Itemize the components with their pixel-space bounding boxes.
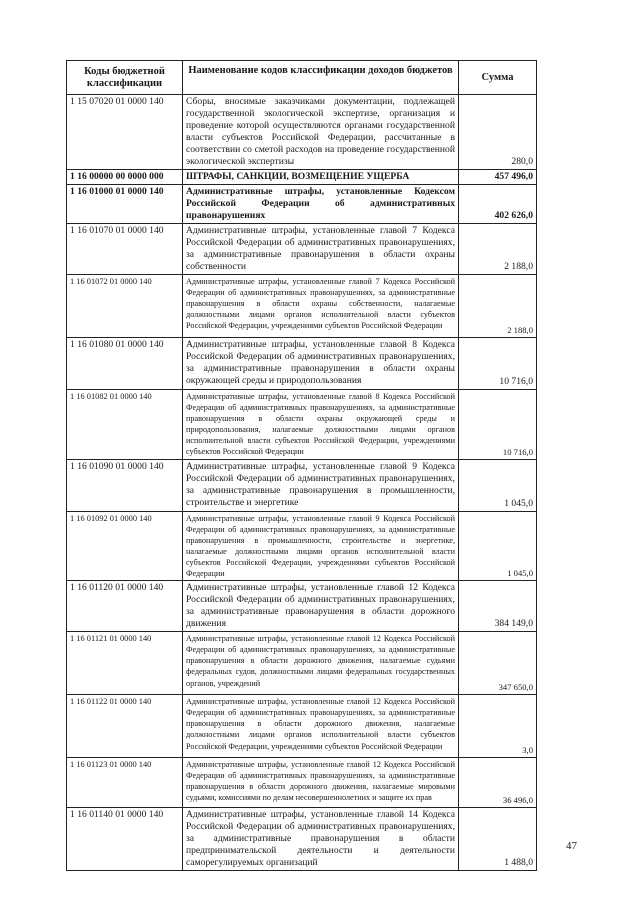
row-code: 1 16 01120 01 0000 140 (67, 581, 183, 632)
table-row (67, 275, 537, 338)
row-name: Административные штрафы, установленные главой 8 Кодекса Российской Федерации об административных правонарушениях, за административные правонарушения в области охраны окружающей среды и природопользования, налагаемые должностными лицами органов исполнительной власти субъектов Российской Федерации, учреждениями субъектов Российской Федерации (183, 390, 459, 460)
table-row (67, 695, 537, 758)
row-sum: 457 496,0 (459, 170, 537, 185)
budget-revenue-table (66, 60, 537, 871)
table-row (67, 224, 537, 275)
row-code: 1 16 01123 01 0000 140 (67, 758, 183, 808)
table-row (67, 95, 537, 170)
row-name: Административные штрафы, установленные главой 7 Кодекса Российской Федерации об административных правонарушениях, за административные правонарушения в области охраны собственности, налагаемые должностными лицами органов исполнительной власти субъектов Российской Федерации, учреждениями субъектов Российской Федерации (183, 275, 459, 338)
table-row (67, 170, 537, 185)
row-code: 1 16 01070 01 0000 140 (67, 224, 183, 275)
table-row (67, 511, 537, 581)
row-name: Административные штрафы, установленные Кодексом Российской Федерации об административных правонарушениях (183, 185, 459, 224)
table-header-row (67, 61, 537, 95)
table-row (67, 758, 537, 808)
header-code: Коды бюджетной классификации (67, 61, 183, 95)
row-code: 1 16 01000 01 0000 140 (67, 185, 183, 224)
row-sum: 10 716,0 (459, 338, 537, 390)
row-name: Административные штрафы, установленные главой 14 Кодекса Российской Федерации об административных правонарушениях, за административные правонарушения в области предпринимательской деятельности и деятельности саморегулируемых организаций (183, 808, 459, 871)
row-sum: 280,0 (459, 95, 537, 170)
row-name: Административные штрафы, установленные главой 12 Кодекса Российской Федерации об административных правонарушениях, за административные правонарушения в области дорожного движения, налагаемые должностными лицами органов исполнительной власти субъектов Российской Федерации, учреждениями субъектов Российской Федерации (183, 695, 459, 758)
table-row (67, 390, 537, 460)
row-sum: 2 188,0 (459, 224, 537, 275)
table-row (67, 632, 537, 695)
row-name: Сборы, вносимые заказчиками документации, подлежащей государственной экологической экспертизе, организация и проведение которой осуществляются органами государственной власти субъектов Российской Федерации, рассчитанные в соответствии со сметой расходов на проведение государственной экологической экспертизы (183, 95, 459, 170)
row-name: Административные штрафы, установленные главой 9 Кодекса Российской Федерации об административных правонарушениях, за административные правонарушения в промышленности, строительстве и энергетике (183, 459, 459, 511)
row-code: 1 16 01072 01 0000 140 (67, 275, 183, 338)
header-sum: Сумма (459, 61, 537, 95)
page-number: 47 (566, 840, 577, 852)
table-row (67, 338, 537, 390)
row-sum: 2 188,0 (459, 275, 537, 338)
row-code: 1 16 01140 01 0000 140 (67, 808, 183, 871)
row-sum: 1 045,0 (459, 511, 537, 581)
row-name: ШТРАФЫ, САНКЦИИ, ВОЗМЕЩЕНИЕ УЩЕРБА (183, 170, 459, 185)
row-sum: 347 650,0 (459, 632, 537, 695)
row-code: 1 16 00000 00 0000 000 (67, 170, 183, 185)
header-name: Наименование кодов классификации доходов бюджетов (183, 61, 459, 95)
row-sum: 10 716,0 (459, 390, 537, 460)
row-sum: 1 488,0 (459, 808, 537, 871)
row-code: 1 15 07020 01 0000 140 (67, 95, 183, 170)
row-sum: 384 149,0 (459, 581, 537, 632)
row-code: 1 16 01121 01 0000 140 (67, 632, 183, 695)
row-name: Административные штрафы, установленные главой 7 Кодекса Российской Федерации об административных правонарушениях, за административные правонарушения в области охраны собственности (183, 224, 459, 275)
table-row (67, 581, 537, 632)
table-row (67, 459, 537, 511)
row-code: 1 16 01092 01 0000 140 (67, 511, 183, 581)
row-code: 1 16 01080 01 0000 140 (67, 338, 183, 390)
row-sum: 1 045,0 (459, 459, 537, 511)
row-code: 1 16 01082 01 0000 140 (67, 390, 183, 460)
row-code: 1 16 01122 01 0000 140 (67, 695, 183, 758)
row-name: Административные штрафы, установленные главой 8 Кодекса Российской Федерации об административных правонарушениях, за административные правонарушения в области охраны окружающей среды и природопользования (183, 338, 459, 390)
row-sum: 402 626,0 (459, 185, 537, 224)
row-sum: 36 496,0 (459, 758, 537, 808)
table-row (67, 808, 537, 871)
row-name: Административные штрафы, установленные главой 12 Кодекса Российской Федерации об административных правонарушениях, за административные правонарушения в области дорожного движения, налагаемые судьями федеральных судов, должностными лицами федеральных государственных органов, учреждений (183, 632, 459, 695)
table-row (67, 185, 537, 224)
row-name: Административные штрафы, установленные главой 9 Кодекса Российской Федерации об административных правонарушениях, за административные правонарушения в промышленности, строительстве и энергетике, налагаемые должностными лицами органов исполнительной власти субъектов Российской Федерации, учреждениями субъектов Российской Федерации (183, 511, 459, 581)
row-name: Административные штрафы, установленные главой 12 Кодекса Российской Федерации об административных правонарушениях, за административные правонарушения в области дорожного движения, налагаемые мировыми судьями, комиссиями по делам несовершеннолетних и защите их прав (183, 758, 459, 808)
row-sum: 3,0 (459, 695, 537, 758)
row-name: Административные штрафы, установленные главой 12 Кодекса Российской Федерации об административных правонарушениях, за административные правонарушения в области дорожного движения (183, 581, 459, 632)
row-code: 1 16 01090 01 0000 140 (67, 459, 183, 511)
